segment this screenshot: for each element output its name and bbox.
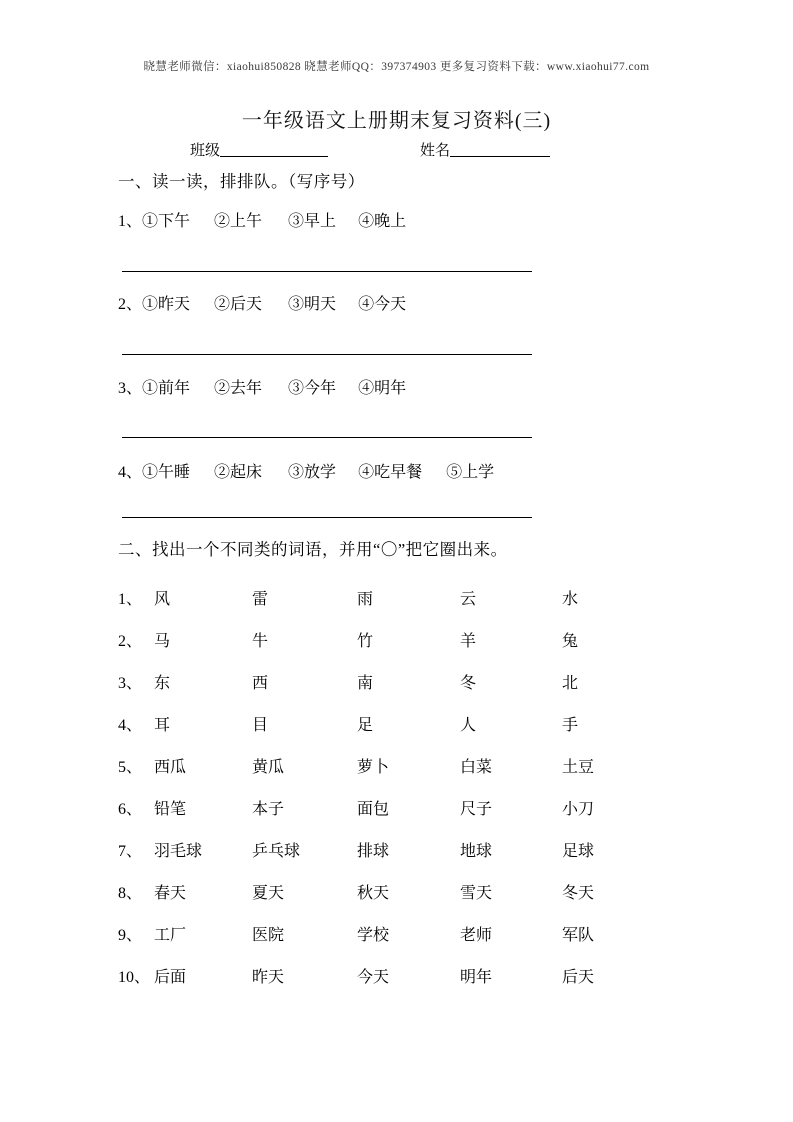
order-item-1-option-1: ①下午 — [142, 213, 191, 230]
word-row-3-word-1[interactable]: 东 — [154, 675, 171, 692]
word-row-4-word-4[interactable]: 人 — [460, 717, 477, 734]
word-row-8-word-4[interactable]: 雪天 — [460, 885, 493, 902]
word-row-2 — [118, 628, 678, 654]
order-item-4-option-2: ②起床 — [214, 464, 263, 481]
word-row-1-word-5[interactable]: 水 — [562, 591, 579, 608]
word-row-9-word-2[interactable]: 医院 — [252, 927, 285, 944]
word-row-2-number: 2、 — [118, 633, 143, 650]
class-input-blank[interactable] — [220, 141, 328, 157]
class-field — [190, 139, 328, 160]
word-row-5-word-4[interactable]: 白菜 — [460, 759, 493, 776]
word-row-10 — [118, 964, 678, 990]
order-item-4-number: 4、 — [118, 464, 143, 481]
word-row-10-number: 10、 — [118, 969, 151, 986]
word-row-5-word-1[interactable]: 西瓜 — [154, 759, 187, 776]
word-row-7-number: 7、 — [118, 843, 143, 860]
page-title: 一年级语文上册期末复习资料(三) — [241, 110, 552, 132]
order-item-1-option-4: ④晚上 — [358, 213, 407, 230]
order-item-1-number: 1、 — [118, 213, 143, 230]
word-row-4 — [118, 712, 678, 738]
word-row-6-word-3[interactable]: 面包 — [357, 801, 390, 818]
student-info-line — [190, 139, 610, 163]
word-row-2-word-3[interactable]: 竹 — [357, 633, 374, 650]
order-item-4-option-4: ④吃早餐 — [358, 464, 423, 481]
name-label: 姓名 — [420, 143, 451, 159]
word-row-10-word-4[interactable]: 明年 — [460, 969, 493, 986]
word-row-8 — [118, 880, 678, 906]
answer-line-4[interactable] — [122, 517, 532, 518]
word-row-1-word-1[interactable]: 风 — [154, 591, 171, 608]
word-row-2-word-1[interactable]: 马 — [154, 633, 171, 650]
word-row-7-word-4[interactable]: 地球 — [460, 843, 493, 860]
word-row-10-word-1[interactable]: 后面 — [154, 969, 187, 986]
word-row-1-word-4[interactable]: 云 — [460, 591, 477, 608]
answer-line-3[interactable] — [122, 437, 532, 438]
order-item-3 — [118, 375, 406, 398]
order-item-2-option-3: ③明天 — [288, 296, 337, 313]
word-row-5-word-3[interactable]: 萝卜 — [357, 759, 390, 776]
word-row-8-word-2[interactable]: 夏天 — [252, 885, 285, 902]
word-row-6-word-2[interactable]: 本子 — [252, 801, 285, 818]
word-row-1-word-3[interactable]: 雨 — [357, 591, 374, 608]
word-row-9-word-5[interactable]: 军队 — [562, 927, 595, 944]
order-item-1-option-2: ②上午 — [214, 213, 263, 230]
word-row-5-number: 5、 — [118, 759, 143, 776]
word-row-7-word-5[interactable]: 足球 — [562, 843, 595, 860]
word-row-7-word-2[interactable]: 乒乓球 — [252, 843, 301, 860]
word-row-6-word-1[interactable]: 铅笔 — [154, 801, 187, 818]
word-row-9-word-3[interactable]: 学校 — [357, 927, 390, 944]
answer-line-2[interactable] — [122, 354, 532, 355]
order-item-2-option-2: ②后天 — [214, 296, 263, 313]
order-item-3-option-1: ①前年 — [142, 380, 191, 397]
word-row-8-number: 8、 — [118, 885, 143, 902]
class-label: 班级 — [190, 143, 221, 159]
order-item-3-option-4: ④明年 — [358, 380, 407, 397]
word-row-7 — [118, 838, 678, 864]
order-item-4-option-1: ①午睡 — [142, 464, 191, 481]
word-row-5-word-5[interactable]: 土豆 — [562, 759, 595, 776]
word-row-10-word-3[interactable]: 今天 — [357, 969, 390, 986]
word-row-8-word-1[interactable]: 春天 — [154, 885, 187, 902]
word-row-2-word-2[interactable]: 牛 — [252, 633, 269, 650]
order-item-2 — [118, 291, 406, 314]
word-row-9 — [118, 922, 678, 948]
word-row-8-word-5[interactable]: 冬天 — [562, 885, 595, 902]
word-row-7-word-1[interactable]: 羽毛球 — [154, 843, 203, 860]
word-row-4-number: 4、 — [118, 717, 143, 734]
order-item-2-option-4: ④今天 — [358, 296, 407, 313]
word-row-6-word-5[interactable]: 小刀 — [562, 801, 595, 818]
order-item-3-option-2: ②去年 — [214, 380, 263, 397]
order-item-3-option-3: ③今年 — [288, 380, 337, 397]
word-row-6 — [118, 796, 678, 822]
word-row-6-word-4[interactable]: 尺子 — [460, 801, 493, 818]
name-input-blank[interactable] — [450, 141, 550, 157]
word-row-4-word-1[interactable]: 耳 — [154, 717, 171, 734]
section-1-heading: 一、读一读，排排队。（写序号） — [118, 172, 365, 191]
contact-header: 晓慧老师微信：xiaohui850828 晓慧老师QQ：397374903 更多复习资料下载：www.xiaohui77.com — [143, 61, 650, 73]
word-row-2-word-4[interactable]: 羊 — [460, 633, 477, 650]
order-item-1 — [118, 208, 406, 231]
word-row-10-word-2[interactable]: 昨天 — [252, 969, 285, 986]
order-item-2-option-1: ①昨天 — [142, 296, 191, 313]
word-row-3-word-4[interactable]: 冬 — [460, 675, 477, 692]
word-row-5-word-2[interactable]: 黄瓜 — [252, 759, 285, 776]
word-row-8-word-3[interactable]: 秋天 — [357, 885, 390, 902]
name-field — [420, 139, 550, 160]
word-row-4-word-3[interactable]: 足 — [357, 717, 374, 734]
word-row-6-number: 6、 — [118, 801, 143, 818]
word-row-7-word-3[interactable]: 排球 — [357, 843, 390, 860]
word-row-1-number: 1、 — [118, 591, 143, 608]
word-row-9-word-1[interactable]: 工厂 — [154, 927, 187, 944]
word-row-4-word-2[interactable]: 目 — [252, 717, 269, 734]
word-row-1 — [118, 586, 678, 612]
order-item-4-option-3: ③放学 — [288, 464, 337, 481]
order-item-4 — [118, 459, 494, 482]
word-row-3-word-3[interactable]: 南 — [357, 675, 374, 692]
section-2-heading: 二、找出一个不同类的词语，并用“〇”把它圈出来。 — [118, 540, 508, 559]
word-row-3-word-2[interactable]: 西 — [252, 675, 269, 692]
word-row-4-word-5[interactable]: 手 — [562, 717, 579, 734]
order-item-1-option-3: ③早上 — [288, 213, 337, 230]
word-row-9-number: 9、 — [118, 927, 143, 944]
order-item-3-number: 3、 — [118, 380, 143, 397]
order-item-2-number: 2、 — [118, 296, 143, 313]
answer-line-1[interactable] — [122, 271, 532, 272]
word-row-3-number: 3、 — [118, 675, 143, 692]
word-row-5 — [118, 754, 678, 780]
word-row-9-word-4[interactable]: 老师 — [460, 927, 493, 944]
word-row-2-word-5[interactable]: 兔 — [562, 633, 579, 650]
word-row-3 — [118, 670, 678, 696]
word-row-10-word-5[interactable]: 后天 — [562, 969, 595, 986]
word-row-3-word-5[interactable]: 北 — [562, 675, 579, 692]
order-item-4-option-5: ⑤上学 — [446, 464, 495, 481]
word-row-1-word-2[interactable]: 雷 — [252, 591, 269, 608]
